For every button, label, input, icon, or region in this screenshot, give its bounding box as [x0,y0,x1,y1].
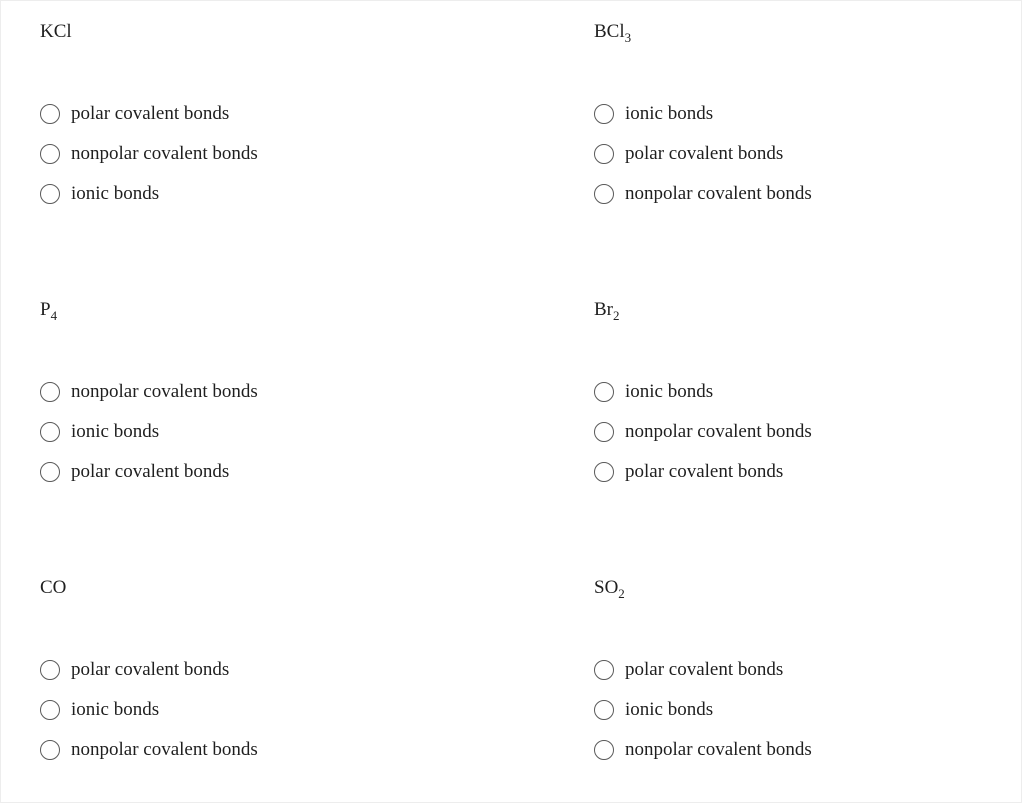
formula-subscript: 2 [613,308,620,323]
formula-subscript: 3 [624,30,632,45]
option-label[interactable]: ionic bonds [625,381,714,402]
option-label[interactable]: polar covalent bonds [625,659,784,680]
answer-option[interactable] [594,690,994,730]
answer-option[interactable] [40,452,440,492]
answer-option[interactable] [40,94,440,134]
formula-base: Br [594,299,613,320]
option-label[interactable]: nonpolar covalent bonds [625,183,812,204]
radio-button[interactable] [40,462,60,482]
option-label[interactable]: ionic bonds [71,699,160,720]
formula-base: P [40,299,51,320]
answer-option[interactable] [40,412,440,452]
answer-option[interactable] [594,174,994,214]
formula-base: BCl [594,21,625,42]
option-label[interactable]: nonpolar covalent bonds [71,739,258,760]
option-label[interactable]: polar covalent bonds [625,143,784,164]
formula-base: KCl [40,21,72,42]
answer-option[interactable] [40,134,440,174]
question-formula [40,577,440,599]
radio-button[interactable] [594,422,614,442]
answer-option[interactable] [594,650,994,690]
answer-option[interactable] [40,372,440,412]
answer-option[interactable] [594,94,994,134]
question-p4 [40,299,440,492]
option-label[interactable]: polar covalent bonds [71,103,230,124]
answer-option[interactable] [594,452,994,492]
option-label[interactable]: polar covalent bonds [71,461,230,482]
answer-option[interactable] [40,730,440,770]
radio-button[interactable] [40,184,60,204]
formula-base: SO [594,577,619,598]
radio-button[interactable] [594,462,614,482]
answer-options [40,650,440,770]
option-label[interactable]: ionic bonds [71,421,160,442]
radio-button[interactable] [40,144,60,164]
answer-options [594,650,994,770]
answer-option[interactable] [40,650,440,690]
question-formula [594,577,994,599]
question-bcl3 [594,21,994,214]
radio-button[interactable] [40,660,60,680]
question-formula [40,21,440,43]
answer-options [40,94,440,214]
answer-option[interactable] [594,134,994,174]
formula-subscript: 4 [50,308,58,323]
answer-options [594,94,994,214]
answer-options [40,372,440,492]
radio-button[interactable] [594,740,614,760]
answer-option[interactable] [594,372,994,412]
option-label[interactable]: ionic bonds [625,699,714,720]
radio-button[interactable] [594,184,614,204]
option-label[interactable]: polar covalent bonds [71,659,230,680]
radio-button[interactable] [40,422,60,442]
radio-button[interactable] [594,382,614,402]
option-label[interactable]: nonpolar covalent bonds [71,381,258,402]
answer-option[interactable] [40,690,440,730]
option-label[interactable]: nonpolar covalent bonds [625,739,812,760]
radio-button[interactable] [594,700,614,720]
question-br2 [594,299,994,492]
radio-button[interactable] [594,144,614,164]
radio-button[interactable] [40,700,60,720]
option-label[interactable]: ionic bonds [71,183,160,204]
question-formula [40,299,440,321]
radio-button[interactable] [594,104,614,124]
option-label[interactable]: nonpolar covalent bonds [71,143,258,164]
question-co [40,577,440,770]
formula-base: CO [40,577,67,598]
answer-option[interactable] [40,174,440,214]
answer-option[interactable] [594,412,994,452]
formula-subscript: 2 [618,586,625,601]
radio-button[interactable] [40,104,60,124]
radio-button[interactable] [40,382,60,402]
answer-option[interactable] [594,730,994,770]
option-label[interactable]: nonpolar covalent bonds [625,421,812,442]
answer-options [594,372,994,492]
radio-button[interactable] [40,740,60,760]
question-kcl [40,21,440,214]
question-formula [594,299,994,321]
option-label[interactable]: polar covalent bonds [625,461,784,482]
radio-button[interactable] [594,660,614,680]
question-formula [594,21,994,43]
option-label[interactable]: ionic bonds [625,103,714,124]
question-so2 [594,577,994,770]
